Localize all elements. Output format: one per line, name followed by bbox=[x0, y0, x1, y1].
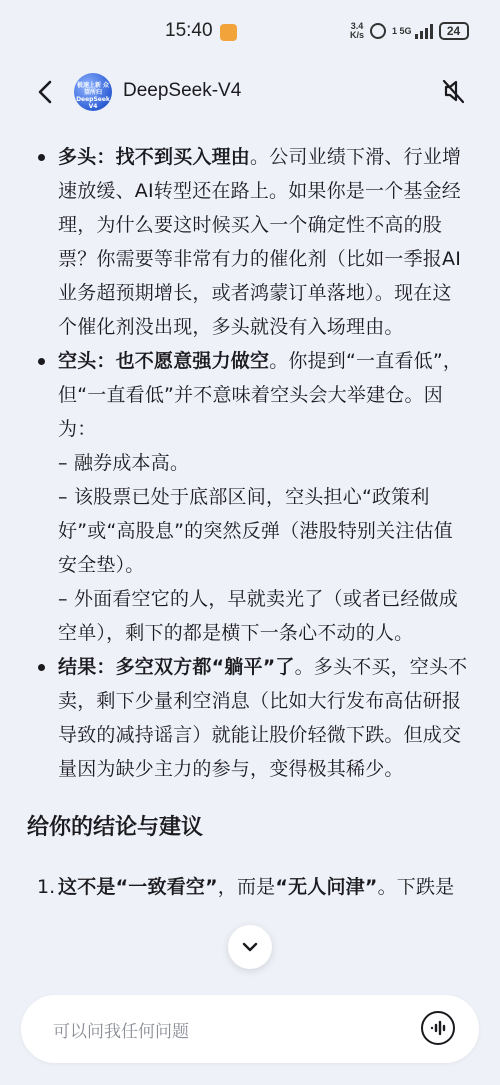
message-input[interactable]: 可以问我任何问题 bbox=[53, 1022, 189, 1042]
status-time: 15:40 bbox=[165, 20, 213, 41]
message-input-bar[interactable] bbox=[21, 995, 479, 1063]
bullet-dot bbox=[38, 358, 45, 365]
network-speed bbox=[350, 22, 364, 40]
status-indicators bbox=[350, 22, 469, 40]
chevron-down-icon bbox=[239, 936, 261, 958]
speaker-muted-icon bbox=[438, 76, 468, 106]
bullet-text bbox=[58, 650, 470, 786]
bullet-body: 。你提到“一直看低”，但“一直看低”并不意味着空头会大举建仓。因为： bbox=[58, 350, 463, 440]
mute-button[interactable] bbox=[438, 76, 468, 106]
bullet-bold-label: 多头：找不到买入理由 bbox=[58, 146, 251, 168]
bullet-item-bears bbox=[0, 344, 500, 446]
battery-icon: 24 bbox=[439, 22, 469, 40]
numbered-occluded-text: 而是 bbox=[236, 876, 276, 898]
section-heading: 给你的结论与建议 bbox=[27, 815, 204, 840]
numbered-bold-2: “无人问津” bbox=[275, 876, 378, 898]
signal-label: 1 5G bbox=[392, 26, 412, 36]
bullet-dot bbox=[38, 154, 45, 161]
numbered-bold-1: 这不是“一致看空” bbox=[58, 876, 218, 898]
network-speed-unit: K/s bbox=[350, 30, 365, 40]
status-bar bbox=[0, 0, 500, 64]
numbered-sep: ， bbox=[217, 876, 237, 898]
bullet-text bbox=[58, 140, 470, 344]
network-speed-value: 3.4 bbox=[350, 21, 364, 31]
sub-item-3: – 外面看空它的人，早就卖光了（或者已经做成空单），剩下的都是横下一条心不动的人。 bbox=[58, 588, 458, 644]
bullet-body: 。公司业绩下滑、行业增速放缓、AI转型还在路上。如果你是一个基金经理，为什么要这时候买入一个确定性不高的股票？你需要等非常有力的催化剂（比如一季报AI业务超预期增长，或者鸿蒙订单落地）。现在这个催化剂没出现，多头就没有入场理由。 bbox=[58, 146, 462, 338]
bullet-item-result bbox=[0, 650, 500, 786]
message-content bbox=[0, 140, 500, 990]
chevron-left-icon bbox=[32, 78, 60, 106]
voice-input-button[interactable] bbox=[421, 1011, 455, 1045]
hotspot-icon bbox=[370, 23, 386, 39]
signal-icon bbox=[415, 23, 433, 39]
bullet-dot bbox=[38, 664, 45, 671]
chat-header bbox=[0, 64, 500, 120]
app-notification-icon bbox=[220, 24, 237, 41]
bot-avatar[interactable] bbox=[74, 73, 112, 111]
sub-item-2: – 该股票已处于底部区间，空头担心“政策利好”或“高股息”的突然反弹（港股特别关注估值安全垫）。 bbox=[58, 486, 453, 576]
scroll-to-bottom-button[interactable] bbox=[228, 925, 272, 969]
voice-wave-icon bbox=[428, 1018, 448, 1038]
sub-item-1: – 融券成本高。 bbox=[58, 452, 190, 474]
chat-title[interactable]: DeepSeek-V4 bbox=[123, 80, 242, 101]
bullet-bold-label: 空头：也不愿意强力做空 bbox=[58, 350, 270, 372]
bullet-item-bulls bbox=[0, 140, 500, 344]
back-button[interactable] bbox=[32, 78, 60, 106]
avatar-label: 极速上新 众望所归 DeepSeek V4 bbox=[76, 82, 110, 110]
numbered-text bbox=[58, 870, 470, 904]
numbered-body: 。下跌是 bbox=[377, 876, 455, 898]
list-number: 1. bbox=[37, 876, 56, 898]
bullet-text bbox=[58, 344, 470, 446]
numbered-item-1 bbox=[0, 870, 500, 904]
bullet-body: 。多头不买，空头不卖，剩下少量利空消息（比如大行发布高估研报导致的减持谣言）就能让股价轻微下跌。但成交量因为缺少主力的参与，变得极其稀少。 bbox=[58, 656, 468, 780]
bullet-bold-label: 结果：多空双方都“躺平”了 bbox=[58, 656, 295, 678]
